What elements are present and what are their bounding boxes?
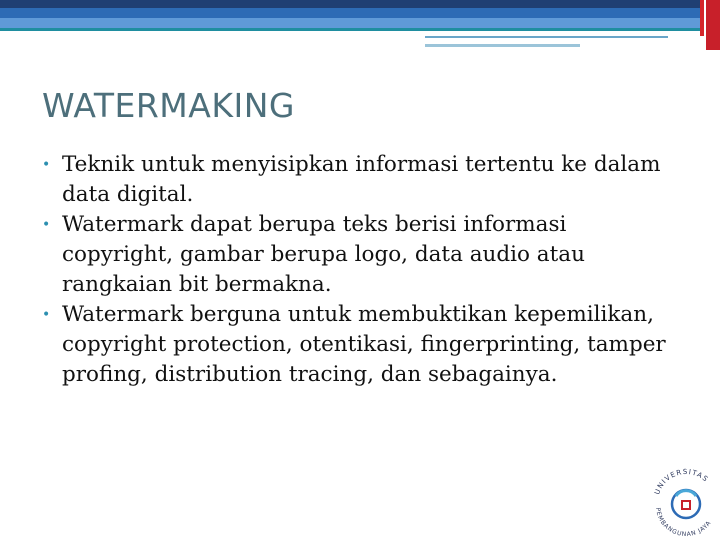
bullet-list	[42, 150, 682, 390]
header-accent-line-short	[425, 44, 580, 47]
header-stripe-mid-blue	[0, 8, 700, 18]
bullet-text: Watermark berguna untuk membuktikan kepemilikan, copyright protection, otentikasi, fingerprinting, tamper profing, distribution tracing, dan sebagainya.	[62, 302, 666, 387]
bullet-dot-icon: •	[42, 307, 51, 323]
header-stripe-dark-blue	[0, 0, 700, 8]
header-band	[0, 0, 720, 50]
bullet-dot-icon: •	[42, 157, 51, 173]
header-stripe-red-thin	[700, 0, 704, 36]
header-stripe-light-blue	[0, 18, 700, 28]
bullet-item	[42, 210, 682, 300]
bullet-item	[42, 150, 682, 210]
university-seal-icon	[648, 462, 720, 540]
bullet-dot-icon: •	[42, 217, 51, 233]
bullet-item	[42, 300, 682, 390]
slide-title: WATERMAKING	[42, 86, 295, 125]
header-stripe-teal	[0, 28, 700, 31]
bullet-text: Watermark dapat berupa teks berisi informasi copyright, gambar berupa logo, data audio atau rangkaian bit bermakna.	[62, 212, 585, 297]
header-accent-line	[425, 36, 668, 38]
bullet-text: Teknik untuk menyisipkan informasi tertentu ke dalam data digital.	[62, 152, 661, 207]
svg-text:UNIVERSITAS: UNIVERSITAS	[653, 467, 711, 496]
svg-text:PEMBANGUNAN JAYA: PEMBANGUNAN JAYA	[653, 507, 713, 539]
header-stripe-red	[706, 0, 720, 50]
